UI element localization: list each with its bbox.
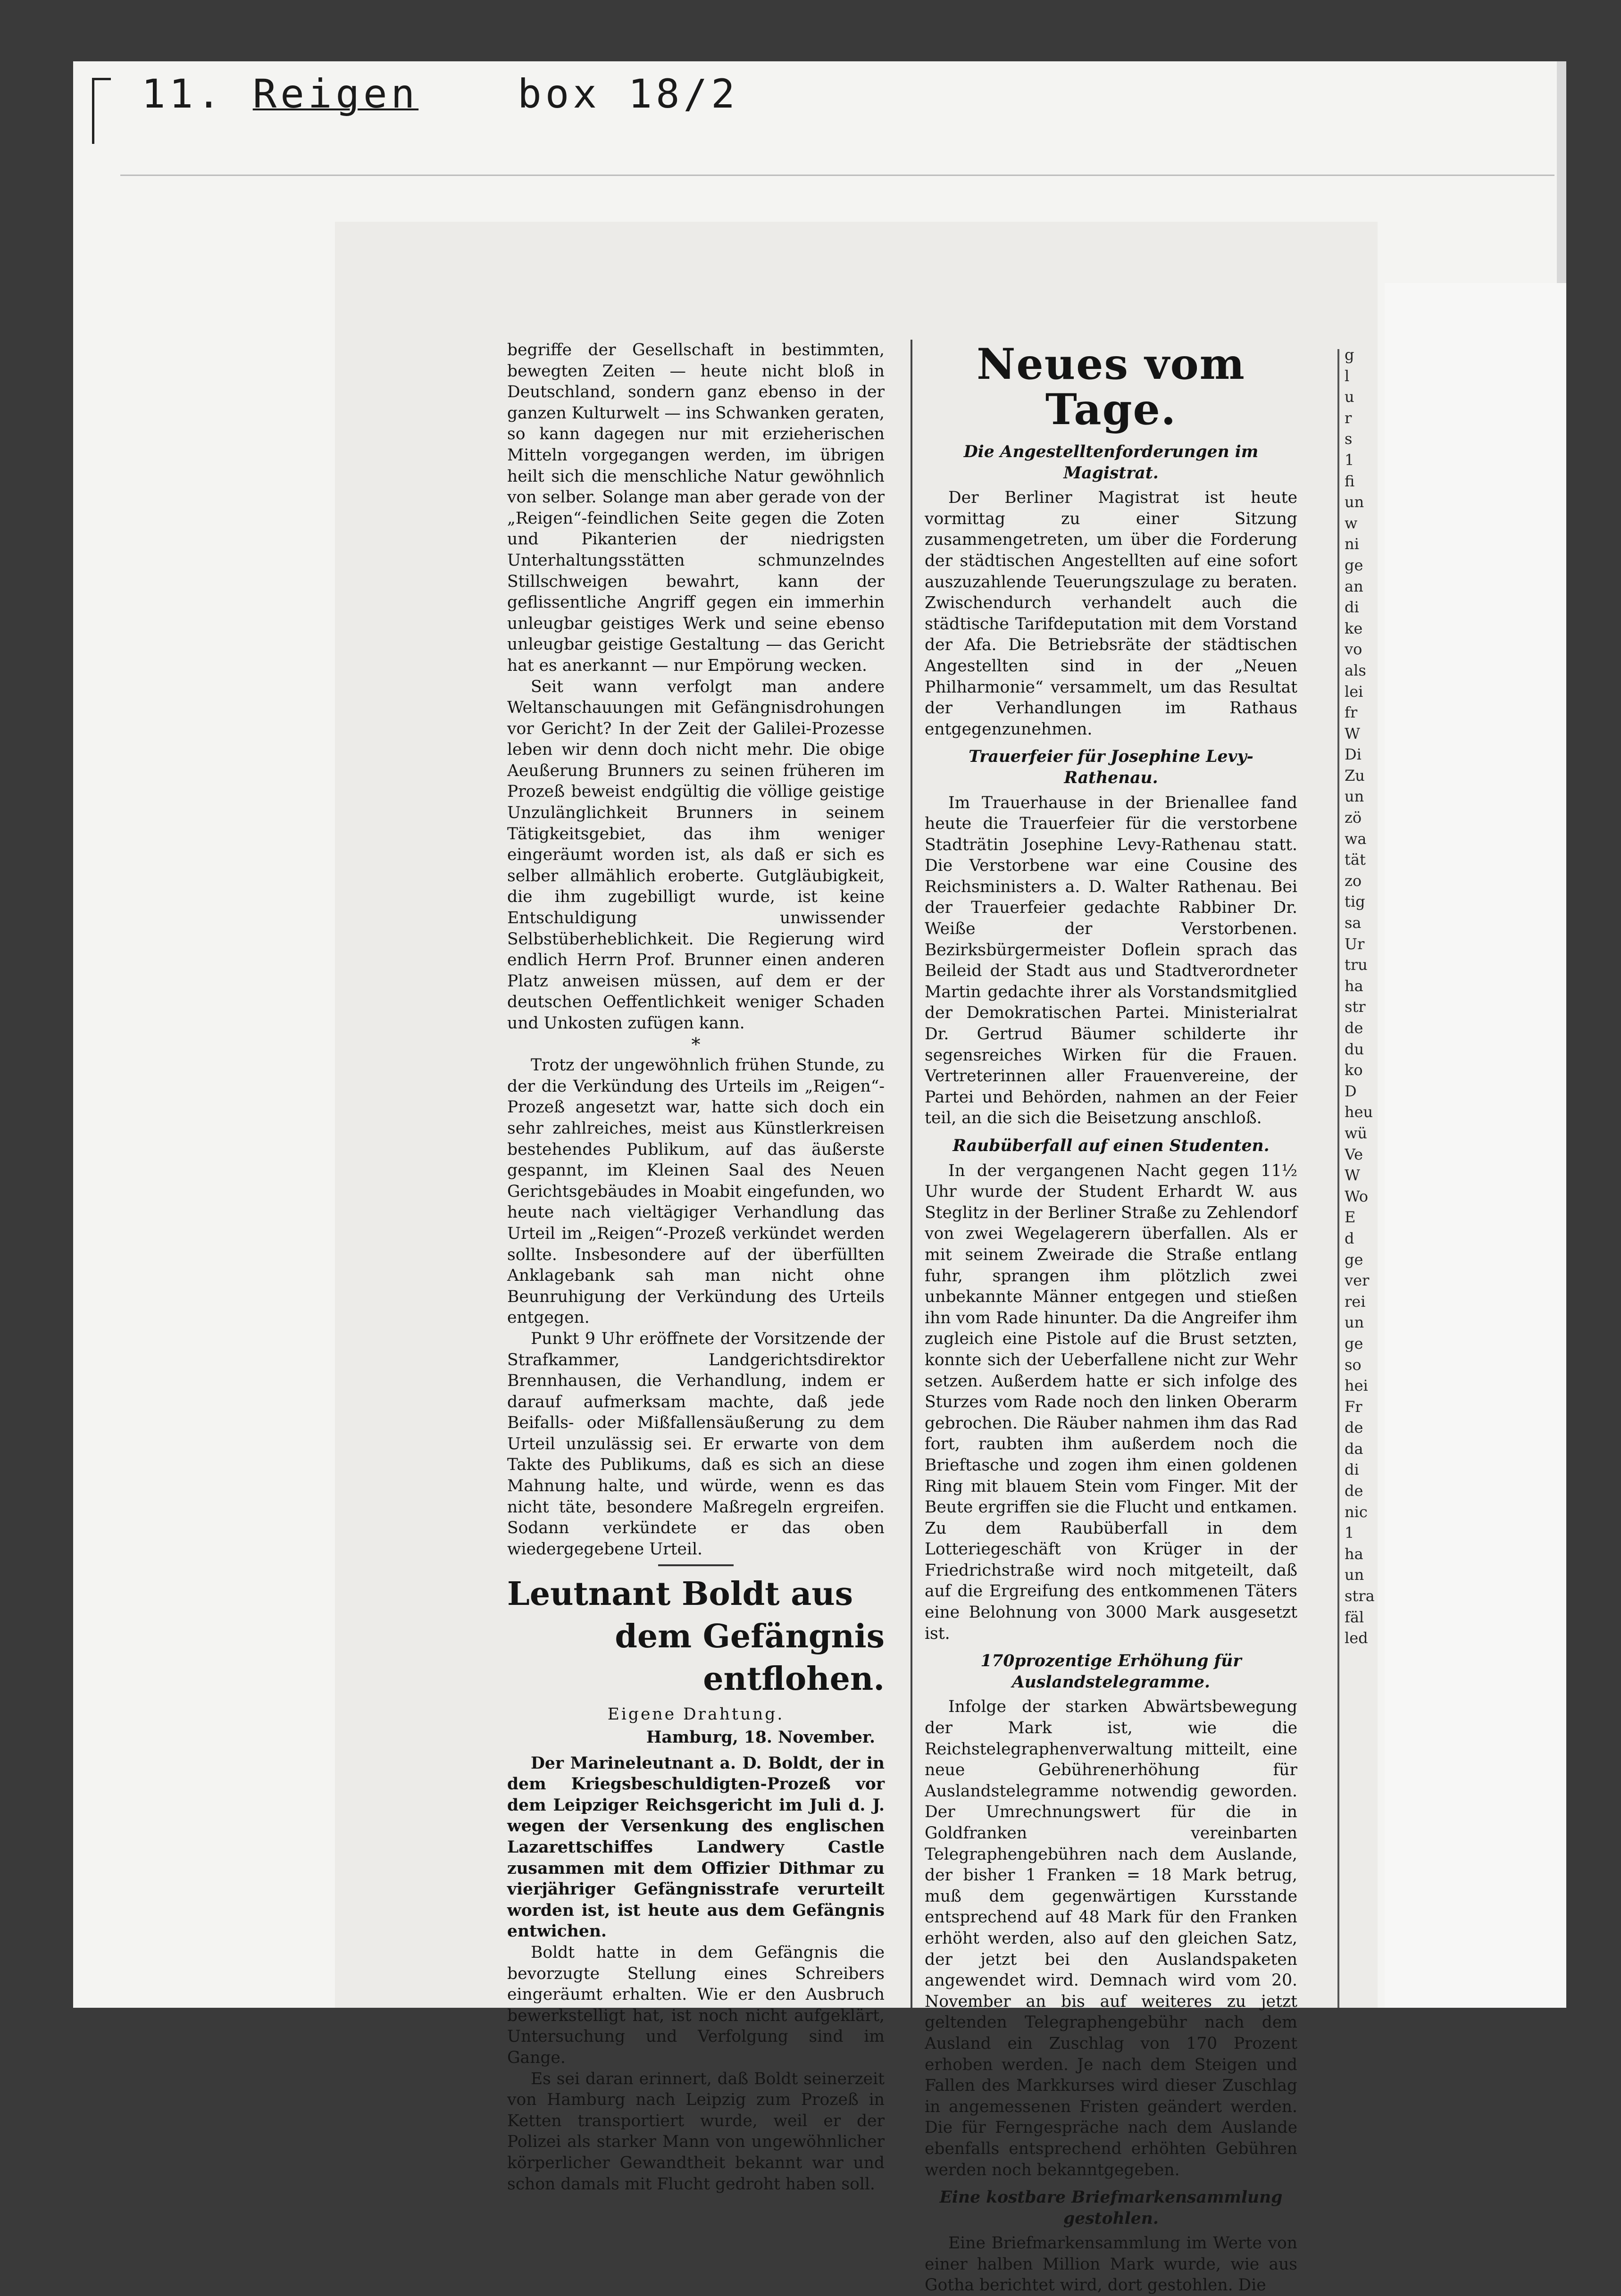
column-divider xyxy=(911,340,912,2008)
adjacent-clipping xyxy=(1385,283,1566,2008)
fragment-text: vo xyxy=(1345,640,1362,659)
section-text: Infolge der starken Abwärtsbewegung der Mark ist, wie die Reichstelegraphenverwaltung mitteilt, eine neue Gebührenerhöhung für Auslandstelegramme notwendig geworden. Der Umrechnungswert für die in Goldfranken vereinbarten Telegraphengebühren nach dem Auslande, der bisher 1 Franken = 18 Mark betrug, muß dem gegenwärtigen Kursstande entsprechend auf 48 Mark für den Franken erhöht werden, also auf den gleichen Satz, der jetzt bei den Auslandspaketen angewendet wird. Demnach wird vom 20. November an bis auf weiteres zu jetzt geltenden Telegraphengebühr nach dem Ausland ein Zuschlag von 170 Prozent erhoben werden. Je nach dem Steigen und Fallen des Markkurses wird dieser Zuschlag in angemessenen Fristen geändert werden. Die für Ferngespräche nach dem Auslande ebenfalls entsprechend erhöhten Gebühren werden noch bekanntgegeben. xyxy=(925,1697,1297,2179)
archive-label xyxy=(142,71,739,117)
section-text: Der Berliner Magistrat ist heute vormittag zu einer Sitzung zusammengetreten, um über die Forderung der städtischen Angestellten auf eine sofort auszuzahlende Teuerungszulage zu beraten. Zwischendurch verhandelt auch die städtische Tarifdeputation mit dem Vorstand der Afa. Die Betriebsräte der städtischen Angestellten sind in der „Neuen Philharmonie“ versammelt, um das Resultat der Verhandlungen im Rathaus entgegenzunehmen. xyxy=(925,488,1297,739)
page-headline: Neues vom Tage. xyxy=(977,339,1245,434)
paragraph: Punkt 9 Uhr eröffnete der Vorsitzende der Strafkammer, Landgerichtsdirektor Brennhausen, die Verhandlung, indem er darauf aufmerksam machte, daß jede Beifalls- oder Mißfallensäußerung zu dem Urteil unzulässig sei. Er erwarte von dem Takte des Publikums, daß es sich an diese Mahnung halte, und würde, wenn es das nicht täte, besondere Maßregeln ergreifen. Sodann verkündete er das oben wiedergegebene Urteil. xyxy=(507,1329,885,1559)
headline-line: Leutnant Boldt aus xyxy=(507,1575,853,1613)
fragment-text: str xyxy=(1345,998,1366,1016)
fragment-text: de xyxy=(1345,1019,1363,1037)
fragment-text: tru xyxy=(1345,956,1368,974)
fragment-text: 1 xyxy=(1345,451,1354,469)
paragraph: begriffe der Gesellschaft in bestimmten, bewegten Zeiten — heute nicht bloß in Deutschland, sondern ganz ebenso in der ganzen Kulturwelt — ins Schwanken geraten, so kann dagegen nur mit erzieherischen Mitteln vorgegangen werden, im übrigen heilt sich die menschliche Natur gewöhnlich von selber. Solange man aber gerade von der „Reigen“-feindlichen Seite gegen die Zoten und Pikanterien der niedrigsten Unterhaltungsstätten schmunzelndes Stillschweigen bewahrt, kann der geflissentliche Angriff gegen ein immerhin unleugbar geistiges Werk und seine ebenso unleugbar geistige Gestaltung — das Gericht hat es anerkannt — nur Empörung wecken. xyxy=(507,341,885,675)
fragment-text: wü xyxy=(1345,1124,1367,1142)
fragment-text: ge xyxy=(1345,556,1363,574)
fragment-text: rei xyxy=(1345,1292,1366,1311)
archive-number: 11. xyxy=(142,71,225,117)
paragraph: Seit wann verfolgt man andere Weltanschauungen mit Gefängnisdrohungen vor Gericht? In der Zeit der Galilei-Prozesse leben wir denn doch nicht mehr. Die obige Aeußerung Brunners zu seinen früheren im Prozeß beweist endgültig die völlige geistige Unzulänglichkeit Brunners in seinem Tätigkeitsgebiet, das ihm weniger eingeräumt worden ist, als daß er sich es selber allmählich eroberte. Gutgläubigkeit, die ihm zugebilligt wurde, ist keine Entschuldigung unwissender Selbstüberheblichkeit. Die Regierung wird endlich Herrn Prof. Brunner einen anderen Platz anweisen müssen, auf dem er der deutschen Oeffentlichkeit weniger Schaden und Unkosten zufügen kann. xyxy=(507,677,885,1033)
fragment-text: un xyxy=(1345,787,1364,806)
section-title: Raubüberfall auf einen Studenten. xyxy=(953,1136,1270,1155)
corner-mark xyxy=(92,78,94,144)
fragment-text: Fr xyxy=(1345,1397,1362,1416)
section-title: Die Angestelltenforderungen im Magistrat. xyxy=(963,443,1259,483)
fragment-text: di xyxy=(1345,1461,1359,1479)
fragment-text: g xyxy=(1345,346,1354,364)
fragment-text: so xyxy=(1345,1355,1362,1374)
fragment-text: r xyxy=(1345,409,1352,427)
fragment-text: W xyxy=(1345,1166,1360,1185)
byline: Eigene Drahtung. xyxy=(607,1705,785,1724)
dateline: Hamburg, 18. November. xyxy=(646,1728,875,1747)
section-text: Eine Briefmarkensammlung im Werte von einer halben Million Mark wurde, wie aus Gotha berichtet wird, dort gestohlen. Die xyxy=(925,2234,1297,2295)
lead-paragraph: Der Marineleutnant a. D. Boldt, der in dem Kriegsbeschuldigten-Prozeß vor dem Leipziger Reichsgericht im Juli d. J. wegen der Versenkung des englischen Lazarettschiffes Landwery Castle zusammen mit dem Offizier Dithmar zu vierjähriger Gefängnisstrafe verurteilt worden ist, ist heute aus dem Gefängnis entwichen. xyxy=(507,1753,885,1941)
archive-title: Reigen xyxy=(252,71,419,117)
paragraph: Trotz der ungewöhnlich frühen Stunde, zu der die Verkündung des Urteils im „Reigen“-Prozeß angesetzt war, hatte sich doch ein sehr zahlreiches, meist aus Künstlerkreisen bestehendes Publikum, auf das äußerste gespannt, im Kleinen Saal des Neuen Gerichtsgebäudes in Moabit eingefunden, wo heute nach vieltägiger Verhandlung das Urteil im „Reigen“-Prozeß verkündet werden sollte. Insbesondere auf der überfüllten Anklagebank sah man nicht ohne Beunruhigung der Verkündung des Urteils entgegen. xyxy=(507,1056,885,1328)
fragment-text: hei xyxy=(1345,1377,1368,1395)
fragment-text: du xyxy=(1345,1040,1364,1058)
corner-mark xyxy=(92,78,111,80)
section-title: 170prozentige Erhöhung für Auslandstelegramme. xyxy=(980,1652,1242,1692)
fragment-text: als xyxy=(1345,661,1366,679)
fragment-text: zo xyxy=(1345,871,1362,890)
fragment-text: Zu xyxy=(1345,766,1365,785)
fragment-text: ha xyxy=(1345,977,1363,995)
middle-column xyxy=(925,340,1297,2296)
fragment-text: s xyxy=(1345,430,1353,448)
fragment-text: ke xyxy=(1345,619,1363,637)
left-column xyxy=(507,340,885,2195)
fragment-text: wa xyxy=(1345,829,1367,848)
fragment-text: da xyxy=(1345,1439,1363,1458)
fragment-text: sa xyxy=(1345,914,1362,932)
fragment-text: fr xyxy=(1345,703,1358,722)
fragment-text: ge xyxy=(1345,1334,1363,1353)
fragment-text: Wo xyxy=(1345,1187,1368,1205)
section-title: Eine kostbare Briefmarkensammlung gestohlen. xyxy=(939,2188,1283,2228)
fragment-text: 1 xyxy=(1345,1524,1354,1542)
fragment-text: fäl xyxy=(1345,1608,1364,1626)
fragment-text: un xyxy=(1345,493,1364,511)
fragment-text: fi xyxy=(1345,472,1355,490)
fragment-text: tig xyxy=(1345,893,1365,911)
paragraph: Boldt hatte in dem Gefängnis die bevorzugte Stellung eines Schreibers eingeräumt erhalten. Wie er den Ausbruch bewerkstelligt hat, ist noch nicht aufgeklärt, Untersuchung und Verfolgung sind im Gange. xyxy=(507,1943,885,2067)
fragment-text: zö xyxy=(1345,809,1362,827)
headline-line: dem Gefängnis entflohen. xyxy=(615,1618,885,1698)
fragment-text: di xyxy=(1345,598,1359,617)
fragment-text: Ur xyxy=(1345,935,1365,953)
fragment-text: Di xyxy=(1345,745,1362,764)
fragment-text: ge xyxy=(1345,1250,1363,1269)
fragment-text: tät xyxy=(1345,851,1366,869)
fragment-text: an xyxy=(1345,577,1363,595)
article-headline xyxy=(507,1573,885,1700)
fragment-text: W xyxy=(1345,724,1360,743)
section-title: Trauerfeier für Josephine Levy-Rathenau. xyxy=(969,747,1253,787)
section-text: Im Trauerhause in der Brienallee fand heute die Trauerfeier für die verstorbene Stadträtin Josephine Levy-Rathenau statt. Die Verstorbene war eine Cousine des Reichsministers a. D. Walter Rathenau. Bei der Trauerfeier gedachte Rabbiner Dr. Weiße der Verstorbenen. Bezirksbürgermeister Doflein sprach das Beileid der Stadt aus und Stadtverordneter Martin gedachte ihrer als Vorstandsmitglied der Demokratischen Partei. Ministerialrat Dr. Gertrud Bäumer schilderte ihr segensreiches Wirken für die Frauen. Vertreterinnen aller Frauenvereine, der Partei und Behörden, nahmen an der Feier teil, an die sich die Beisetzung anschloß. xyxy=(925,793,1297,1128)
fragment-text: ni xyxy=(1345,535,1359,553)
fragment-text: ver xyxy=(1345,1271,1370,1290)
right-column-fragments xyxy=(1345,344,1382,2005)
fragment-text: lei xyxy=(1345,682,1363,701)
fragment-text: w xyxy=(1345,514,1358,532)
section-separator: * xyxy=(691,1034,701,1055)
fragment-text: un xyxy=(1345,1566,1364,1584)
column-divider xyxy=(1337,349,1339,2008)
fragment-text: led xyxy=(1345,1629,1368,1647)
fragment-text: ko xyxy=(1345,1061,1363,1079)
fragment-text: E xyxy=(1345,1208,1356,1227)
fragment-text: nic xyxy=(1345,1503,1368,1521)
fragment-text: l xyxy=(1345,367,1350,385)
archive-box: box 18/2 xyxy=(518,71,739,117)
fragment-text: heu xyxy=(1345,1103,1373,1121)
section-text: In der vergangenen Nacht gegen 11½ Uhr wurde der Student Erhardt W. aus Steglitz in der Berliner Straße zu Zehlendorf von zwei Wegelagerern überfallen. Als er mit seinem Zweirade die Straße entlang fuhr, sprangen ihm plötzlich zwei unbekannte Männer entgegen und stießen ihn vom Rade hinunter. Da die Angreifer ihm zugleich eine Pistole auf die Brust setzten, konnte sich der Ueberfallene nicht zur Wehr setzen. Außerdem hatte er sich infolge des Sturzes vom Rade noch den linken Oberarm gebrochen. Die Räuber nahmen ihm das Rad fort, raubten ihm außerdem noch die Brieftasche und zogen ihm einen goldenen Ring mit blauem Stein vom Finger. Mit der Beute ergriffen sie die Flucht und entkamen. Zu dem Raubüberfall in dem Lotteriegeschäft von Krüger in der Friedrichstraße wird noch mitgeteilt, daß auf die Ergreifung des entkommenen Täters eine Belohnung von 3000 Mark ausgesetzt ist. xyxy=(925,1161,1297,1643)
header-rule xyxy=(120,175,1554,176)
fragment-text: de xyxy=(1345,1482,1363,1500)
fragment-text: d xyxy=(1345,1229,1354,1247)
divider xyxy=(658,1564,734,1566)
paragraph: Es sei daran erinnert, daß Boldt seinerzeit von Hamburg nach Leipzig zum Prozeß in Ketten transportiert wurde, weil er der Polizei als starker Mann von ungewöhnlicher körperlicher Gewandtheit bekannt war und schon damals mit Flucht gedroht haben soll. xyxy=(507,2069,885,2194)
fragment-text: un xyxy=(1345,1313,1364,1332)
fragment-text: ha xyxy=(1345,1545,1363,1563)
fragment-text: Ve xyxy=(1345,1145,1363,1163)
fragment-text: u xyxy=(1345,388,1354,406)
fragment-text: D xyxy=(1345,1082,1357,1100)
fragment-text: de xyxy=(1345,1419,1363,1437)
fragment-text: stra xyxy=(1345,1587,1375,1605)
